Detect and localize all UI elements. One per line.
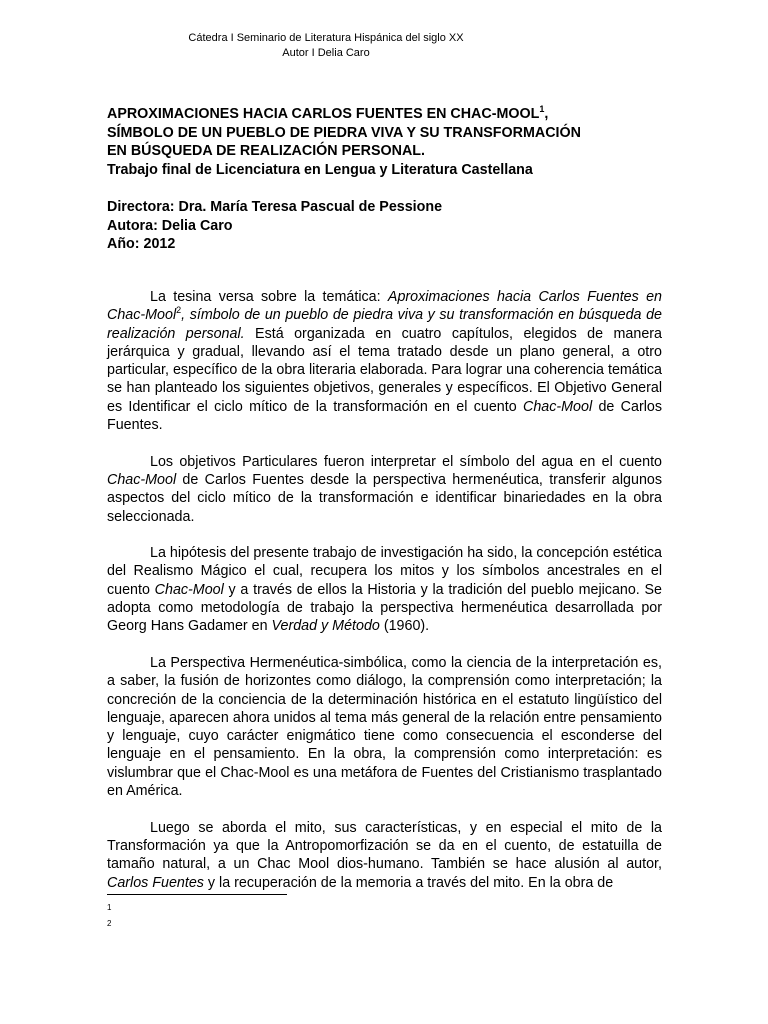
thesis-title bbox=[107, 105, 667, 179]
paragraph-4: La Perspectiva Hermenéutica-simbólica, como la ciencia de la interpretación es, a saber, la fusión de horizontes como diálogo, la comprensión como interpretación; la concreción de la conciencia de la determinación histórica en el estatuto lingüístico del lenguaje, aparecen ahora unidos al tema más general de la relación entre pensamiento y lenguaje, cuyo carácter enigmático tiene como consecuencia el esconderse del lenguaje en el pensamiento. En la obra, la comprensión como interpretación: es vislumbrar que el Chac-Mool es una metáfora de Fuentes del Cristianismo trasplantado en América. bbox=[107, 654, 662, 800]
body-text bbox=[107, 288, 662, 910]
paragraph-5: Luego se aborda el mito, sus características, y en especial el mito de la Transformación ya que la Antropomorfización se da en el cuento, de estatuilla de tamaño natural, a un Chac Mool dios-humano. También se hace alusión al autor, Carlos Fuentes y la recuperación de la memoria a través del mito. En la obra de bbox=[107, 819, 662, 891]
title-line-4: Trabajo final de Licenciatura en Lengua y Literatura Castellana bbox=[107, 161, 533, 178]
footnote-ref-2: 2 bbox=[176, 305, 182, 316]
title-line-1: APROXIMACIONES HACIA CARLOS FUENTES EN CHAC-MOOL$^1$, bbox=[107, 104, 549, 122]
paragraph-3: La hipótesis del presente trabajo de investigación ha sido, la concepción estética del Realismo Mágico el cual, recupera los mitos y los símbolos ancestrales en el cuento Chac-Mool y a través de ellos la Historia y la tradición del pueblo mejicano. Se adopta como metodología de trabajo la perspectiva hermenéutica desarrollada por Georg Hans Gadamer en Verdad y Método (1960). bbox=[107, 545, 662, 635]
title-line-3: EN BÚSQUEDA DE REALIZACIÓN PERSONAL. bbox=[107, 143, 425, 159]
header-line-author: Autor I Delia Caro bbox=[282, 47, 370, 59]
author-line: Autora: Delia Caro bbox=[107, 217, 233, 234]
footnote-2: 2 bbox=[107, 919, 112, 928]
paragraph-2: Los objetivos Particulares fueron interpretar el símbolo del agua en el cuento Chac-Mool de Carlos Fuentes desde la perspectiva hermenéutica, transferir algunos aspectos del ciclo mítico de la transformación e identificar binariedades en la obra seleccionada. bbox=[107, 453, 662, 525]
footnote-separator bbox=[107, 894, 287, 895]
title-line-2: SÍMBOLO DE UN PUEBLO DE PIEDRA VIVA Y SU TRANSFORMACIÓN bbox=[107, 124, 581, 141]
running-header bbox=[0, 31, 652, 61]
footnote-ref-1: 1 bbox=[539, 104, 545, 115]
director-line: Directora: Dra. María Teresa Pascual de Pessione bbox=[107, 199, 443, 215]
paragraph-1: La tesina versa sobre la temática: Aproximaciones hacia Carlos Fuentes en Chac-Mool$^2$, símbolo de un pueblo de piedra viva y su transformación en búsqueda de realización personal. Está organizada en cuatro capítulos, elegidos de manera jerárquica y gradual, llevando así el tema tratado desde un plano general, a otro particular, específico de la obra literaria elaborada. Para lograr una coherencia temática se han planteado los siguientes objetivos, generales y específicos. El Objetivo General es Identificar el ciclo mítico de la transformación en el cuento Chac-Mool de Carlos Fuentes. bbox=[107, 289, 662, 434]
thesis-metadata bbox=[107, 198, 667, 254]
footnotes bbox=[107, 900, 111, 932]
header-line-course: Cátedra I Seminario de Literatura Hispánica del siglo XX bbox=[188, 32, 464, 44]
footnote-1: 1 bbox=[107, 903, 112, 912]
year-line: Año: 2012 bbox=[107, 236, 176, 252]
